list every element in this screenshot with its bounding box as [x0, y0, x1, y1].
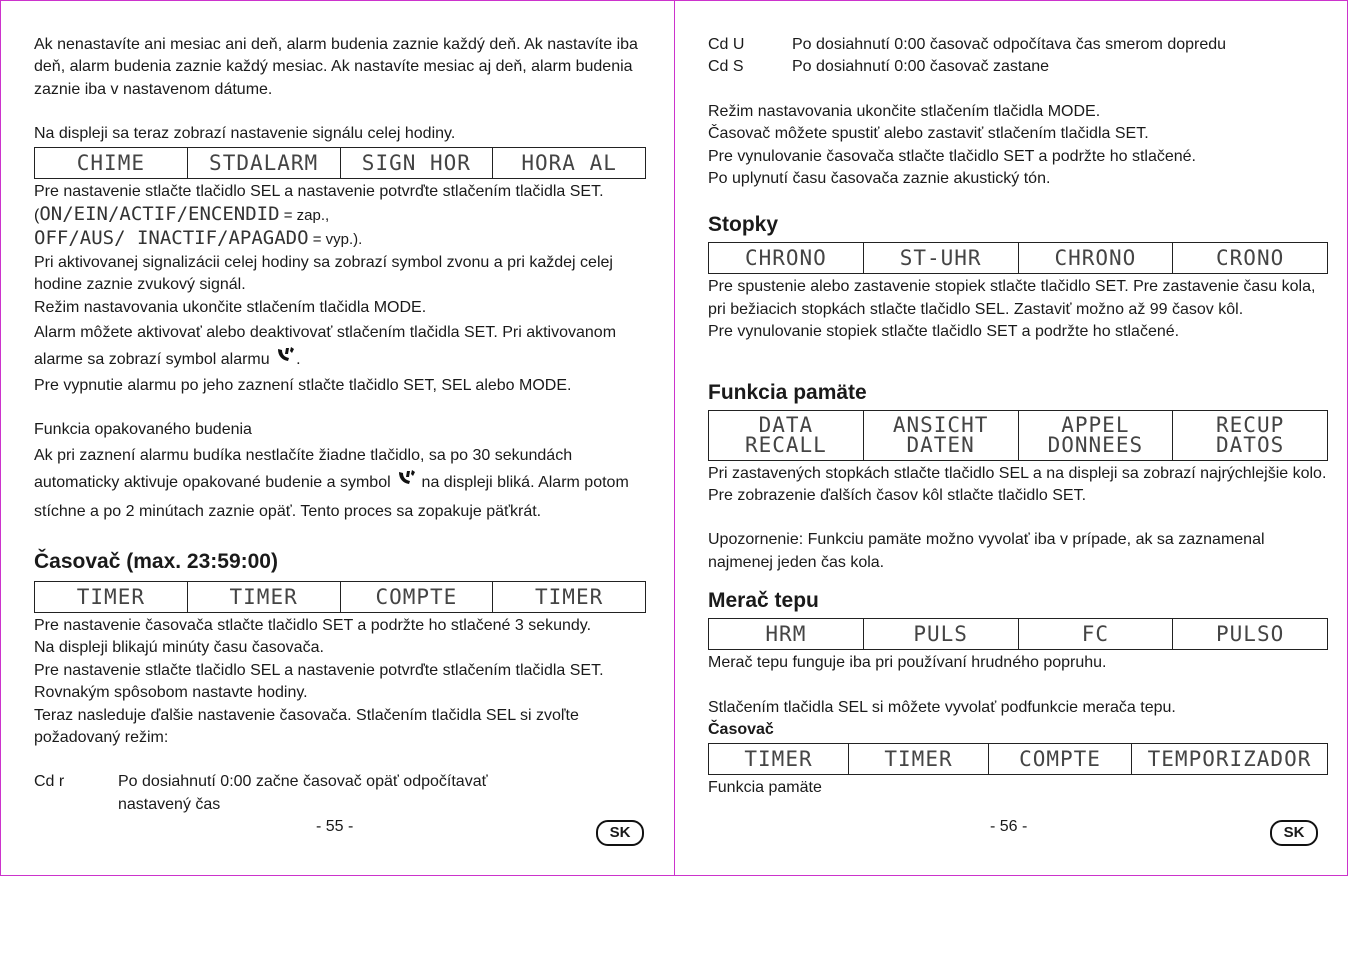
paragraph: Pri aktivovanej signalizácii celej hodiny sa zobrazí symbol zvonu a pri každej celej hodine zaznie zvukový signál.	[34, 253, 613, 294]
lcd-cell: COMPTE	[989, 744, 1132, 774]
paragraph: Stlačením tlačidla SEL si môžete vyvolať podfunkcie merača tepu.	[708, 698, 1176, 716]
page-number: - 55 -	[316, 818, 354, 835]
lcd-display-stopwatch	[708, 242, 1328, 274]
mode-description: Po dosiahnutí 0:00 časovač zastane	[792, 58, 1050, 76]
mode-term: Cd r	[34, 773, 65, 791]
lcd-cell: TIMER	[849, 744, 989, 774]
memory-subheading: Funkcia pamäte	[708, 778, 822, 796]
paragraph: Režim nastavovania ukončite stlačením tlačidla MODE.	[708, 102, 1101, 120]
lcd-cell: TEMPORIZADOR	[1147, 746, 1312, 771]
mode-definition	[34, 771, 646, 816]
lcd-cell: DATA RECALL	[709, 411, 864, 460]
alarm-symbol-icon	[395, 469, 417, 498]
lcd-cell: COMPTE	[341, 582, 494, 612]
mode-term: Cd S	[708, 58, 744, 76]
timer-subheading: Časovač	[708, 721, 774, 739]
lcd-cell: TIMER	[35, 582, 188, 612]
lcd-cell: HRM	[709, 619, 864, 649]
paragraph: Merač tepu funguje iba pri používaní hrudného popruhu.	[708, 654, 1107, 672]
paragraph: Režim nastavovania ukončite stlačením tlačidla MODE.	[34, 298, 427, 316]
lcd-cell: SIGN HOR	[341, 148, 494, 178]
alarm-symbol-icon	[274, 346, 296, 375]
paragraph: Teraz nasleduje ďalšie nastavenie časovača. Stlačením tlačidla SEL si zvoľte požadovaný režim:	[34, 706, 579, 746]
lcd-cell: TIMER	[188, 582, 341, 612]
language-badge: SK	[1270, 820, 1318, 846]
page-divider	[674, 0, 675, 876]
mode-description: Po dosiahnutí 0:00 začne časovač opäť odpočítavať nastavený čas	[118, 773, 488, 813]
stopwatch-heading: Stopky	[708, 213, 779, 237]
text: Ak pri zaznení alarmu budíka nestlačíte žiadne tlačidlo, sa po 30 sekundách automaticky aktivuje opakované budenie a symbol	[34, 446, 573, 491]
mode-description: Po dosiahnutí 0:00 časovač odpočítava čas smerom dopredu	[792, 36, 1227, 53]
lcd-cell: HORA AL	[521, 150, 617, 175]
lcd-cell: CHRONO	[1019, 243, 1174, 273]
paragraph: Na displeji blikajú minúty času časovača.	[34, 639, 324, 657]
lcd-cell: RECUP DATOS	[1216, 413, 1285, 458]
lcd-cell: CHRONO	[709, 243, 864, 273]
text: (	[34, 207, 40, 225]
paragraph: Pre spustenie alebo zastavenie stopiek stlačte tlačidlo SET. Pre zastavenie času kola, pri bežiacich stopkách stlačte tlačidlo SEL. Zastaviť možno až 99 časov kôl.	[708, 278, 1316, 318]
paragraph: Pre vynulovanie časovača stlačte tlačidlo SET a podržte ho stlačené.	[708, 147, 1196, 165]
right-page	[708, 34, 1328, 799]
lcd-cell: STDALARM	[188, 148, 341, 178]
lcd-cell: PULS	[864, 619, 1019, 649]
snooze-title: Funkcia opakovaného budenia	[34, 421, 252, 439]
paragraph: Pre nastavenie stlačte tlačidlo SEL a nastavenie potvrďte stlačením tlačidla SET.	[34, 661, 604, 679]
paragraph: Časovač môžete spustiť alebo zastaviť stlačením tlačidla SET.	[708, 125, 1149, 143]
lcd-cell: PULSO	[1216, 622, 1285, 647]
lcd-cell: ST-UHR	[864, 243, 1019, 273]
lcd-cell: CRONO	[1216, 246, 1285, 271]
paragraph: Rovnakým spôsobom nastavte hodiny.	[34, 684, 308, 702]
lcd-display-timer-sub	[708, 743, 1328, 775]
lcd-on-text: ON/EIN/ACTIF/ENCENDID	[39, 203, 280, 226]
paragraph: Pre nastavenie stlačte tlačidlo SEL a nastavenie potvrďte stlačením tlačidla SET.	[34, 182, 604, 200]
heart-rate-heading: Merač tepu	[708, 589, 819, 613]
lcd-cell: TIMER	[709, 744, 849, 774]
lcd-cell: CHIME	[35, 148, 188, 178]
text: = vyp.).	[308, 231, 363, 249]
paragraph: Na displeji sa teraz zobrazí nastavenie signálu celej hodiny.	[34, 125, 456, 143]
paragraph: Ak nenastavíte ani mesiac ani deň, alarm budenia zaznie každý deň. Ak nastavíte iba deň, alarm budenia zaznie každý mesiac. Ak nastavíte mesiac aj deň, alarm budenia zaznie iba v nastavenom dátume.	[34, 36, 638, 98]
paragraph: Po uplynutí času časovača zaznie akustický tón.	[708, 170, 1051, 188]
lcd-off-text: OFF/AUS/ INACTIF/APAGADO	[34, 227, 309, 250]
text: Alarm môžete aktivovať alebo deaktivovať stlačením tlačidla SET. Pri aktivovanom alarme sa zobrazí symbol alarmu	[34, 324, 617, 369]
mode-term: Cd U	[708, 36, 745, 53]
mode-definition	[708, 34, 1328, 56]
language-badge: SK	[596, 820, 644, 846]
lcd-display-heart-rate	[708, 618, 1328, 650]
text: .	[296, 351, 301, 369]
lcd-cell: FC	[1019, 619, 1174, 649]
timer-heading: Časovač (max. 23:59:00)	[34, 549, 278, 573]
left-page	[34, 34, 646, 816]
on-off-line	[34, 203, 646, 227]
paragraph	[34, 442, 646, 525]
paragraph: Pre vypnutie alarmu po jeho zaznení stlačte tlačidlo SET, SEL alebo MODE.	[34, 377, 572, 395]
on-off-line	[34, 227, 646, 251]
paragraph: Upozornenie: Funkciu pamäte možno vyvolať iba v prípade, ak sa zaznamenal najmenej jeden čas kola.	[708, 531, 1265, 571]
paragraph: Pre vynulovanie stopiek stlačte tlačidlo SET a podržte ho stlačené.	[708, 323, 1180, 341]
lcd-cell: TIMER	[535, 584, 604, 609]
paragraph: Pre nastavenie časovača stlačte tlačidlo SET a podržte ho stlačené 3 sekundy.	[34, 616, 592, 634]
lcd-display-timer	[34, 581, 646, 613]
mode-definition	[708, 56, 1328, 78]
text: = zap.,	[279, 207, 330, 225]
page-number: - 56 -	[990, 818, 1028, 835]
paragraph	[34, 319, 646, 375]
paragraph: Pri zastavených stopkách stlačte tlačidlo SEL a na displeji sa zobrazí najrýchlejšie kolo. Pre zobrazenie ďalších časov kôl stlačte tlačidlo SET.	[708, 464, 1327, 505]
lcd-cell: APPEL DONNEES	[1019, 411, 1174, 460]
text: na displeji bliká. Alarm potom stíchne a po 2 minútach zaznie opäť. Tento proces sa zopakuje päťkrát.	[34, 473, 629, 520]
lcd-display-memory	[708, 410, 1328, 461]
memory-heading: Funkcia pamäte	[708, 380, 867, 404]
lcd-cell: ANSICHT DATEN	[864, 411, 1019, 460]
lcd-display-chime	[34, 147, 646, 179]
